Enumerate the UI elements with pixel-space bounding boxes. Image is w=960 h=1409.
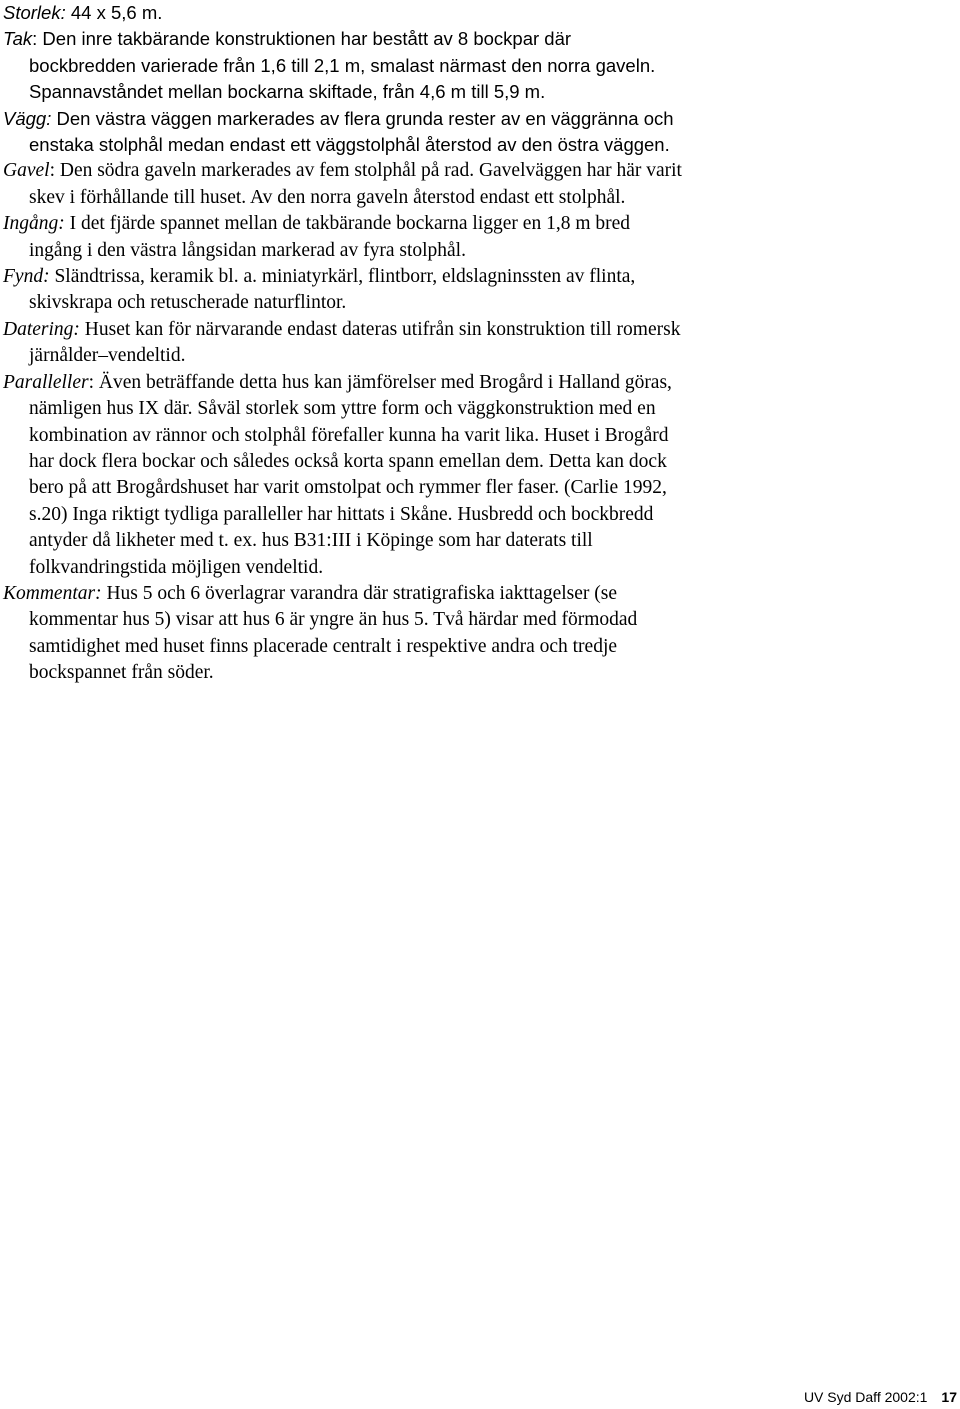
- entry-label: Paralleller: [3, 371, 89, 393]
- entry-label: Tak: [3, 28, 33, 50]
- entry-datering: [3, 317, 683, 370]
- publication-name: UV Syd Daff 2002:1: [803, 1389, 928, 1405]
- entry-label: Storlek:: [3, 2, 66, 23]
- entry-text: Hus 5 och 6 överlagrar varandra där stratigrafiska iakttagelser (se kommentar hus 5) visar att hus 6 är yngre än hus 5. Två härdar med förmodad samtidighet med huset finns placerade centralt i respektive andra och tredje bockspannet från söder.: [29, 582, 638, 684]
- entry-tak: [3, 26, 683, 105]
- entry-gavel: [3, 158, 683, 211]
- entry-label: Vägg:: [3, 107, 52, 129]
- page-footer: [804, 1388, 957, 1406]
- entry-label: Fynd:: [3, 266, 50, 288]
- entry-text: : Den inre takbärande konstruktionen har bestått av 8 bockpar där bockbredden varierade från 1,6 till 2,1 m, smalast närmast den norra gaveln. Spannavståndet mellan bockarna skiftade, från 4,6 m till 5,9 m.: [29, 28, 656, 103]
- entry-text: Den västra väggen markerades av flera grunda rester av en väggränna och enstaka stolphål medan endast ett väggstolphål återstod av den östra väggen.: [29, 107, 674, 156]
- entry-text: Sländtrissa, keramik bl. a. miniatyrkärl, flintborr, eldslagninssten av flinta, skivskrapa och retuscherade naturflintor.: [29, 266, 636, 314]
- entry-fynd: [3, 264, 683, 317]
- entry-text: Huset kan för närvarande endast dateras utifrån sin konstruktion till romersk järnålder–vendeltid.: [29, 318, 681, 367]
- entry-text: 44 x 5,6 m.: [65, 2, 163, 23]
- entry-label: Gavel: [3, 160, 50, 182]
- entry-text: I det fjärde spannet mellan de takbärande bockarna ligger en 1,8 m bred ingång i den västra långsidan markerad av fyra stolphål.: [29, 213, 631, 261]
- entry-vagg: [3, 106, 683, 159]
- page-number: 17: [941, 1389, 957, 1405]
- entry-label: Ingång:: [3, 213, 65, 235]
- entry-text: : Den södra gaveln markerades av fem stolphål på rad. Gavelväggen har här varit skev i förhållande till huset. Av den norra gaveln återstod endast ett stolphål.: [29, 160, 682, 208]
- entry-kommentar: [3, 581, 683, 687]
- entry-storlek: [3, 0, 683, 26]
- entry-paralleller: [3, 370, 683, 581]
- entry-label: Datering:: [3, 318, 80, 340]
- entry-text: : Även beträffande detta hus kan jämförelser med Brogård i Halland göras, nämligen hus IX där. Såväl storlek som yttre form och väggkonstruktion med en kombination av rännor och stolphål förefaller kunna ha varit lika. Huset i Brogård har dock flera bockar och således också korta spann emellan dem. Detta kan dock bero på att Brogårdshuset har varit omstolpat och rymmer fler faser. (Carlie 1992, s.20) Inga riktigt tydliga paralleller har hittats i Skåne. Husbredd och bockbredd antyder då likheter med t. ex. hus B31:III i Köpinge som har daterats till folkvandringstida möjligen vendeltid.: [29, 371, 672, 578]
- entry-label: Kommentar:: [3, 582, 102, 604]
- entry-ingang: [3, 211, 683, 264]
- document-body: [3, 0, 683, 687]
